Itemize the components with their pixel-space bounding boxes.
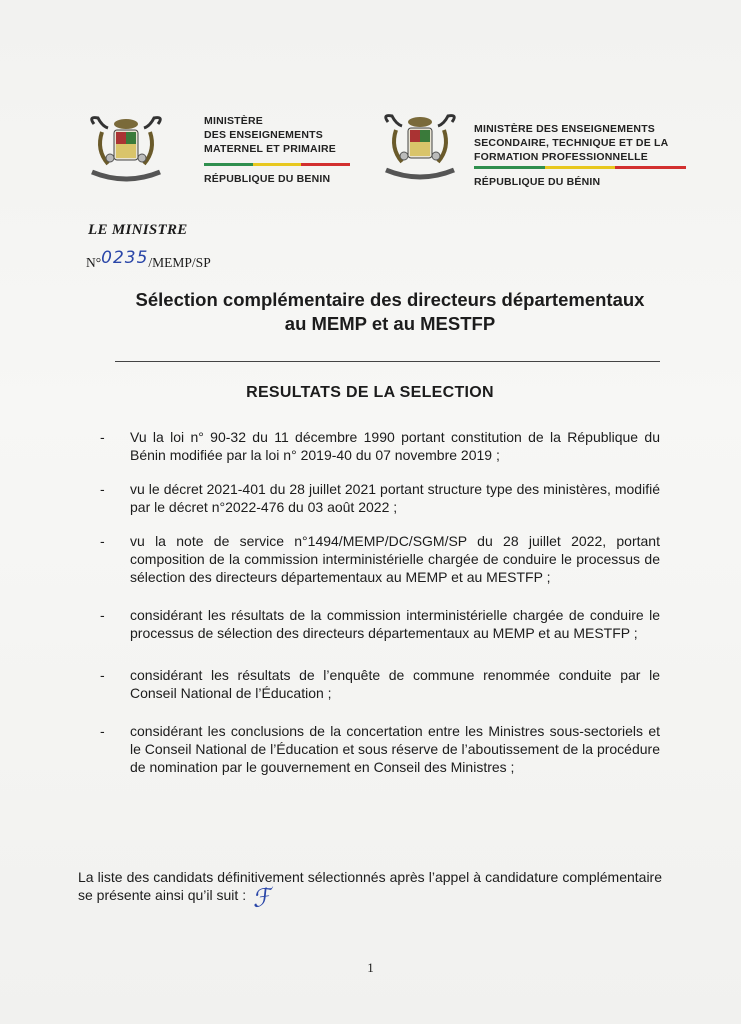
handwritten-reference-number: 0235	[101, 248, 149, 268]
handwritten-initial-mark: ℱ	[250, 882, 273, 914]
clause-item	[100, 480, 660, 516]
left-flag-bar	[204, 163, 350, 166]
clause-item	[100, 606, 660, 642]
conclusion-text: La liste des candidats définitivement sélectionnés après l’appel à candidature complémentaire se présente ainsi qu’il suit :	[78, 869, 662, 903]
reference-number	[86, 248, 211, 272]
reference-suffix: /MEMP/SP	[148, 255, 211, 270]
dash-bullet: -	[100, 667, 105, 683]
clause-text: considérant les conclusions de la concertation entre les Ministres sous-sectoriels et le Conseil National de l’Éducation et sous réserve de l’aboutissement de la procédure de nomination par le gouvernement en Conseil des Ministres ;	[130, 723, 660, 775]
section-heading: RESULTATS DE LA SELECTION	[246, 384, 494, 401]
left-ministry-line-1: MINISTÈRE	[204, 115, 263, 127]
conclusion-paragraph	[78, 868, 662, 914]
page-number: 1	[367, 960, 374, 975]
title-divider	[115, 361, 660, 362]
dash-bullet: -	[100, 607, 105, 623]
left-ministry-name	[204, 114, 336, 156]
benin-coat-of-arms-icon	[84, 114, 168, 190]
minister-heading: LE MINISTRE	[88, 222, 188, 238]
coat-of-arms-drawing	[84, 114, 168, 190]
clause-text: considérant les résultats de l’enquête de commune renommée conduite par le Conseil National de l’Éducation ;	[130, 667, 660, 701]
clause-item	[100, 666, 660, 702]
dash-bullet: -	[100, 429, 105, 445]
dash-bullet: -	[100, 723, 105, 739]
right-flag-bar	[474, 166, 686, 169]
right-country-name	[474, 175, 600, 189]
coat-of-arms-drawing-right	[378, 112, 462, 188]
reference-prefix: N°	[86, 255, 102, 270]
left-country-label: RÉPUBLIQUE DU BENIN	[204, 173, 331, 185]
left-country-name	[204, 172, 330, 186]
clause-text: vu le décret 2021-401 du 28 juillet 2021 portant structure type des ministères, modifié par le décret n°2022-476 du 03 août 2022 ;	[130, 481, 660, 515]
document-title-line-1: Sélection complémentaire des directeurs départementaux	[135, 289, 645, 310]
clause-text: considérant les résultats de la commission interministérielle chargée de conduire le processus de sélection des directeurs départementaux au MEMP et au MESTFP ;	[130, 607, 660, 641]
right-ministry-line-3: FORMATION PROFESSIONNELLE	[474, 151, 648, 163]
dash-bullet: -	[100, 533, 105, 549]
right-ministry-name	[474, 122, 668, 164]
clause-text: Vu la loi n° 90-32 du 11 décembre 1990 portant constitution de la République du Bénin modifiée par la loi n° 2019-40 du 07 novembre 2019 ;	[130, 429, 660, 463]
clause-item	[100, 722, 660, 776]
document-title	[60, 288, 720, 336]
dash-bullet: -	[100, 481, 105, 497]
left-ministry-line-3: MATERNEL ET PRIMAIRE	[204, 143, 336, 155]
clause-item	[100, 428, 660, 464]
right-ministry-line-1: MINISTÈRE DES ENSEIGNEMENTS	[474, 123, 656, 135]
benin-coat-of-arms-icon	[378, 112, 462, 188]
clause-list	[100, 428, 660, 776]
clause-item	[100, 532, 660, 586]
clause-text: vu la note de service n°1494/MEMP/DC/SGM/SP du 28 juillet 2022, portant composition de la commission interministérielle chargée de conduire le processus de sélection des directeurs départementaux au MEMP et au MESTFP ;	[130, 533, 660, 585]
left-ministry-line-2: DES ENSEIGNEMENTS	[204, 129, 323, 141]
document-title-line-2: au MEMP et au MESTFP	[284, 313, 496, 334]
right-country-label: RÉPUBLIQUE DU BÉNIN	[474, 176, 601, 188]
right-ministry-line-2: SECONDAIRE, TECHNIQUE ET DE LA	[474, 137, 669, 149]
